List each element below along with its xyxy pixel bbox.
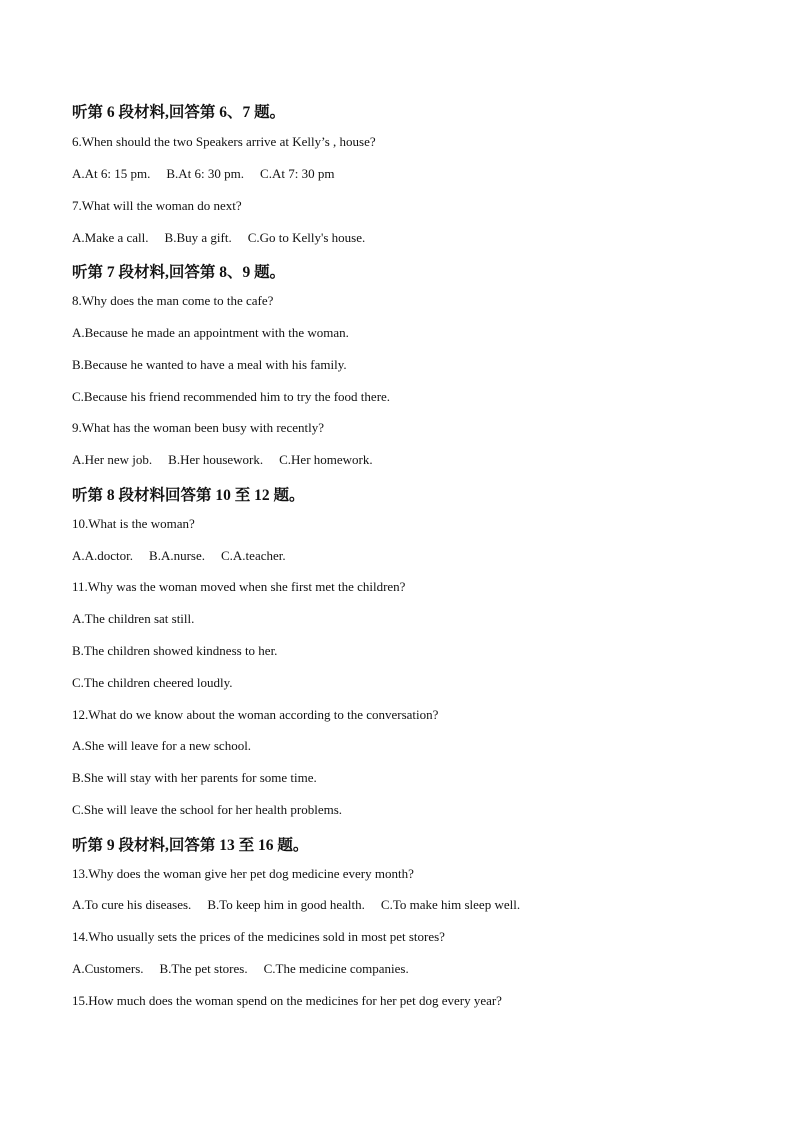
question-11: 11.Why was the woman moved when she first met the children? xyxy=(72,579,406,594)
question-8-option-b: B.Because he wanted to have a meal with his family. xyxy=(72,357,347,372)
option-a: A.A.doctor. xyxy=(72,548,134,563)
option-a: A.Customers. xyxy=(72,961,144,976)
question-12: 12.What do we know about the woman according to the conversation? xyxy=(72,707,439,722)
question-8-option-c: C.Because his friend recommended him to try the food there. xyxy=(72,389,391,404)
section-heading-9: 听第 9 段材料,回答第 13 至 16 题。 xyxy=(72,837,309,854)
option-b: B.Her housework. xyxy=(168,452,264,467)
option-c: C.The medicine companies. xyxy=(263,961,409,976)
question-9: 9.What has the woman been busy with recently? xyxy=(72,420,324,435)
question-11-option-a: A.The children sat still. xyxy=(72,611,195,626)
question-13: 13.Why does the woman give her pet dog medicine every month? xyxy=(72,866,414,881)
question-7: 7.What will the woman do next? xyxy=(72,198,242,213)
option-c: C.To make him sleep well. xyxy=(380,897,521,912)
section-heading-8: 听第 8 段材料回答第 10 至 12 题。 xyxy=(72,487,305,504)
question-12-option-b: B.She will stay with her parents for some time. xyxy=(72,770,317,785)
question-14: 14.Who usually sets the prices of the medicines sold in most pet stores? xyxy=(72,929,445,944)
question-6-options xyxy=(72,166,334,182)
section-heading-7: 听第 7 段材料,回答第 8、9 题。 xyxy=(72,264,286,281)
question-12-option-c: C.She will leave the school for her health problems. xyxy=(72,802,343,817)
option-c: C.Her homework. xyxy=(279,452,373,467)
question-11-option-b: B.The children showed kindness to her. xyxy=(72,643,278,658)
option-c: C.A.teacher. xyxy=(221,548,286,563)
question-8: 8.Why does the man come to the cafe? xyxy=(72,293,274,308)
option-b: B.The pet stores. xyxy=(159,961,248,976)
question-8-option-a: A.Because he made an appointment with the woman. xyxy=(72,325,349,340)
option-b: B.To keep him in good health. xyxy=(207,897,365,912)
question-12-option-a: A.She will leave for a new school. xyxy=(72,738,252,753)
option-a: A.Make a call. xyxy=(72,230,149,245)
question-9-options xyxy=(72,452,373,468)
question-14-options xyxy=(72,961,409,977)
question-6: 6.When should the two Speakers arrive at Kelly’s , house? xyxy=(72,134,376,149)
option-a: A.At 6: 15 pm. xyxy=(72,166,151,181)
option-b: B.Buy a gift. xyxy=(164,230,232,245)
question-10: 10.What is the woman? xyxy=(72,516,195,531)
question-13-options xyxy=(72,897,520,913)
question-15: 15.How much does the woman spend on the medicines for her pet dog every year? xyxy=(72,993,502,1008)
option-c: C.Go to Kelly's house. xyxy=(247,230,366,245)
question-11-option-c: C.The children cheered loudly. xyxy=(72,675,233,690)
option-a: A.To cure his diseases. xyxy=(72,897,192,912)
question-10-options xyxy=(72,548,286,564)
question-7-options xyxy=(72,230,365,246)
option-b: B.A.nurse. xyxy=(149,548,205,563)
option-c: C.At 7: 30 pm xyxy=(260,166,335,181)
option-b: B.At 6: 30 pm. xyxy=(166,166,245,181)
option-a: A.Her new job. xyxy=(72,452,153,467)
section-heading-6: 听第 6 段材料,回答第 6、7 题。 xyxy=(72,104,286,121)
